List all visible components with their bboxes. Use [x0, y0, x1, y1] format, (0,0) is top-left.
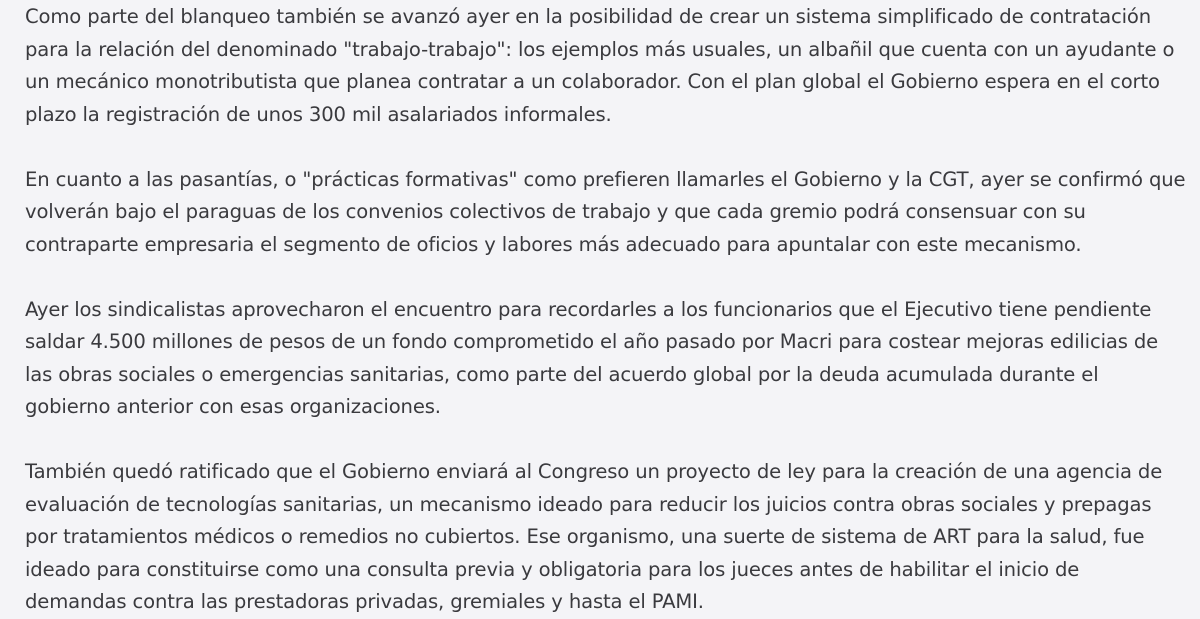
- paragraph-pasantias: [25, 164, 1200, 262]
- text-line: ideado para constituirse como una consulta previa y obligatoria para los jueces antes de habilitar el inicio de: [25, 557, 1080, 581]
- text-line: Como parte del blanqueo también se avanzó ayer en la posibilidad de crear un sistema simplificado de contratación: [25, 5, 1151, 28]
- text-line: un mecánico monotributista que planea contratar a un colaborador. Con el plan global el Gobierno espera en el corto: [25, 70, 1160, 93]
- text-line: plazo la registración de unos 300 mil asalariados informales.: [25, 102, 612, 126]
- text-line: contraparte empresaria el segmento de oficios y labores más adecuado para apuntalar con este mecanismo.: [25, 232, 1082, 256]
- text-line: Ayer los sindicalistas aprovecharon el encuentro para recordarles a los funcionarios que el Ejecutivo tiene pendiente: [25, 297, 1152, 321]
- article-body: [25, 0, 1200, 619]
- paragraph-sindicalistas: [25, 294, 1200, 424]
- text-line: demandas contra las prestadoras privadas, gremiales y hasta el PAMI.: [25, 590, 704, 613]
- text-line: También quedó ratificado que el Gobierno enviará al Congreso un proyecto de ley para la creación de una agencia de: [25, 460, 1163, 483]
- text-line: En cuanto a las pasantías, o "prácticas formativas" como prefieren llamarles el Gobierno y la CGT, ayer se confirmó que: [25, 167, 1186, 191]
- paragraph-agencia: [25, 456, 1200, 619]
- text-line: las obras sociales o emergencias sanitarias, como parte del acuerdo global por la deuda acumulada durante el: [25, 362, 1099, 386]
- text-line: gobierno anterior con esas organizaciones.: [25, 395, 441, 418]
- paragraph-blanqueo: [25, 1, 1200, 131]
- text-line: por tratamientos médicos o remedios no cubiertos. Ese organismo, una suerte de sistema de ART para la salud, fue: [25, 525, 1145, 548]
- text-line: evaluación de tecnologías sanitarias, un mecanismo ideado para reducir los juicios contra obras sociales y prepagas: [25, 492, 1152, 516]
- text-line: volverán bajo el paraguas de los convenios colectivos de trabajo y que cada gremio podrá consensuar con su: [25, 200, 1086, 223]
- text-line: saldar 4.500 millones de pesos de un fondo comprometido el año pasado por Macri para costear mejoras edilicias de: [25, 330, 1159, 353]
- text-line: para la relación del denominado "trabajo-trabajo": los ejemplos más usuales, un albañil que cuenta con un ayudante o: [25, 37, 1175, 61]
